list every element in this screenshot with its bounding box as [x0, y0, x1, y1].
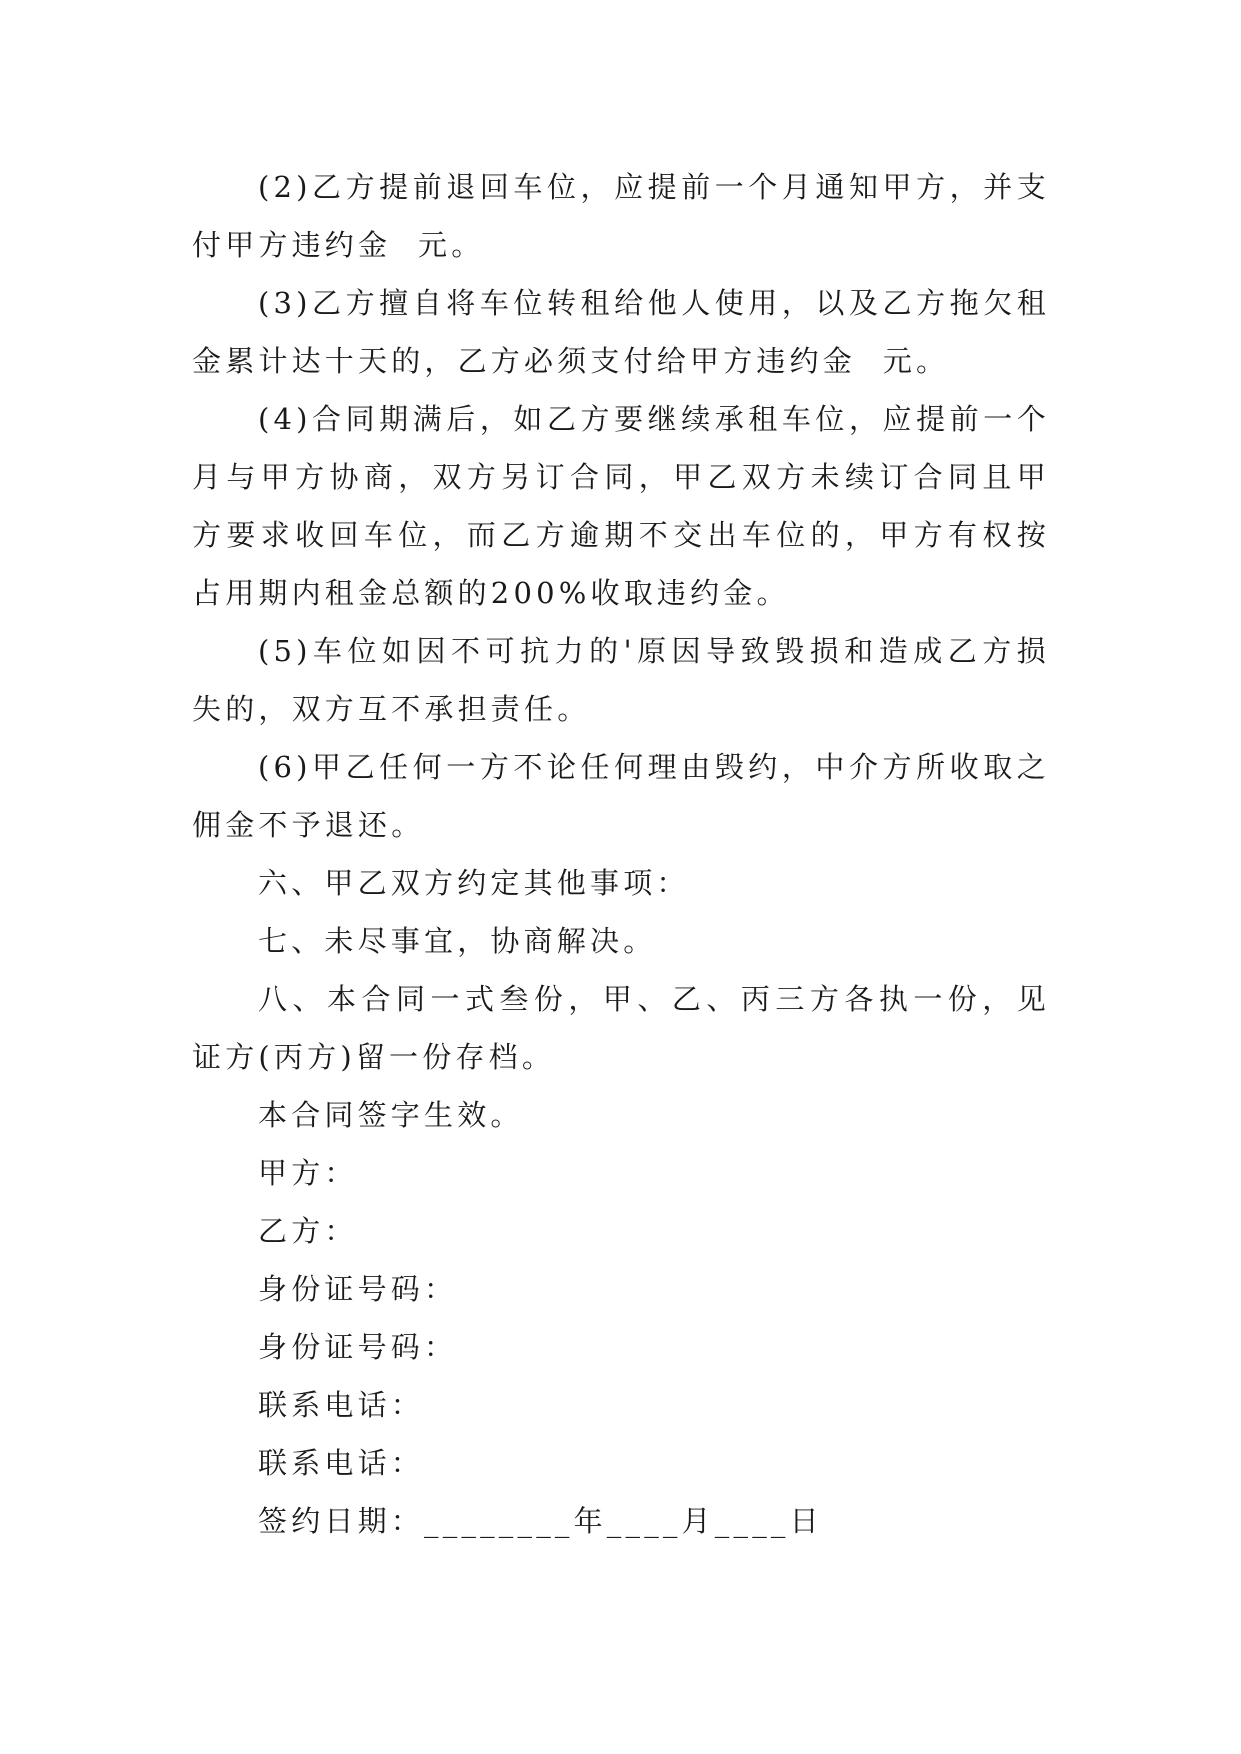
document-page [192, 158, 1050, 1550]
clause-6: (6)甲乙任何一方不论任何理由毁约，中介方所收取之佣金不予退还。 [192, 750, 1050, 842]
clause-3: (3)乙方擅自将车位转租给他人使用，以及乙方拖欠租金累计达十天的，乙方必须支付给甲方违约金 元。 [192, 286, 1050, 378]
phone-label-b: 联系电话： [258, 1446, 425, 1480]
party-a-label: 甲方： [258, 1156, 358, 1190]
section-eight: 八、本合同一式叁份，甲、乙、丙三方各执一份，见证方(丙方)留一份存档。 [192, 982, 1050, 1074]
clause-4: (4)合同期满后，如乙方要继续承租车位，应提前一个月与甲方协商，双方另订合同，甲乙双方未续订合同且甲方要求收回车位，而乙方逾期不交出车位的，甲方有权按占用期内租金总额的200%收取违约金。 [192, 402, 1050, 610]
clause-2: (2)乙方提前退回车位，应提前一个月通知甲方，并支付甲方违约金 元。 [192, 170, 1050, 262]
clause-5: (5)车位如因不可抗力的'原因导致毁损和造成乙方损失的，双方互不承担责任。 [192, 634, 1050, 726]
effective-statement: 本合同签字生效。 [258, 1098, 524, 1132]
section-six: 六、甲乙双方约定其他事项： [258, 866, 690, 900]
id-number-label-a: 身份证号码： [258, 1272, 458, 1306]
phone-label-a: 联系电话： [258, 1388, 425, 1422]
section-seven: 七、未尽事宜，协商解决。 [258, 924, 657, 958]
id-number-label-b: 身份证号码： [258, 1330, 458, 1364]
party-b-label: 乙方： [258, 1214, 358, 1248]
signing-date: 签约日期：________年____月____日 [258, 1504, 823, 1538]
